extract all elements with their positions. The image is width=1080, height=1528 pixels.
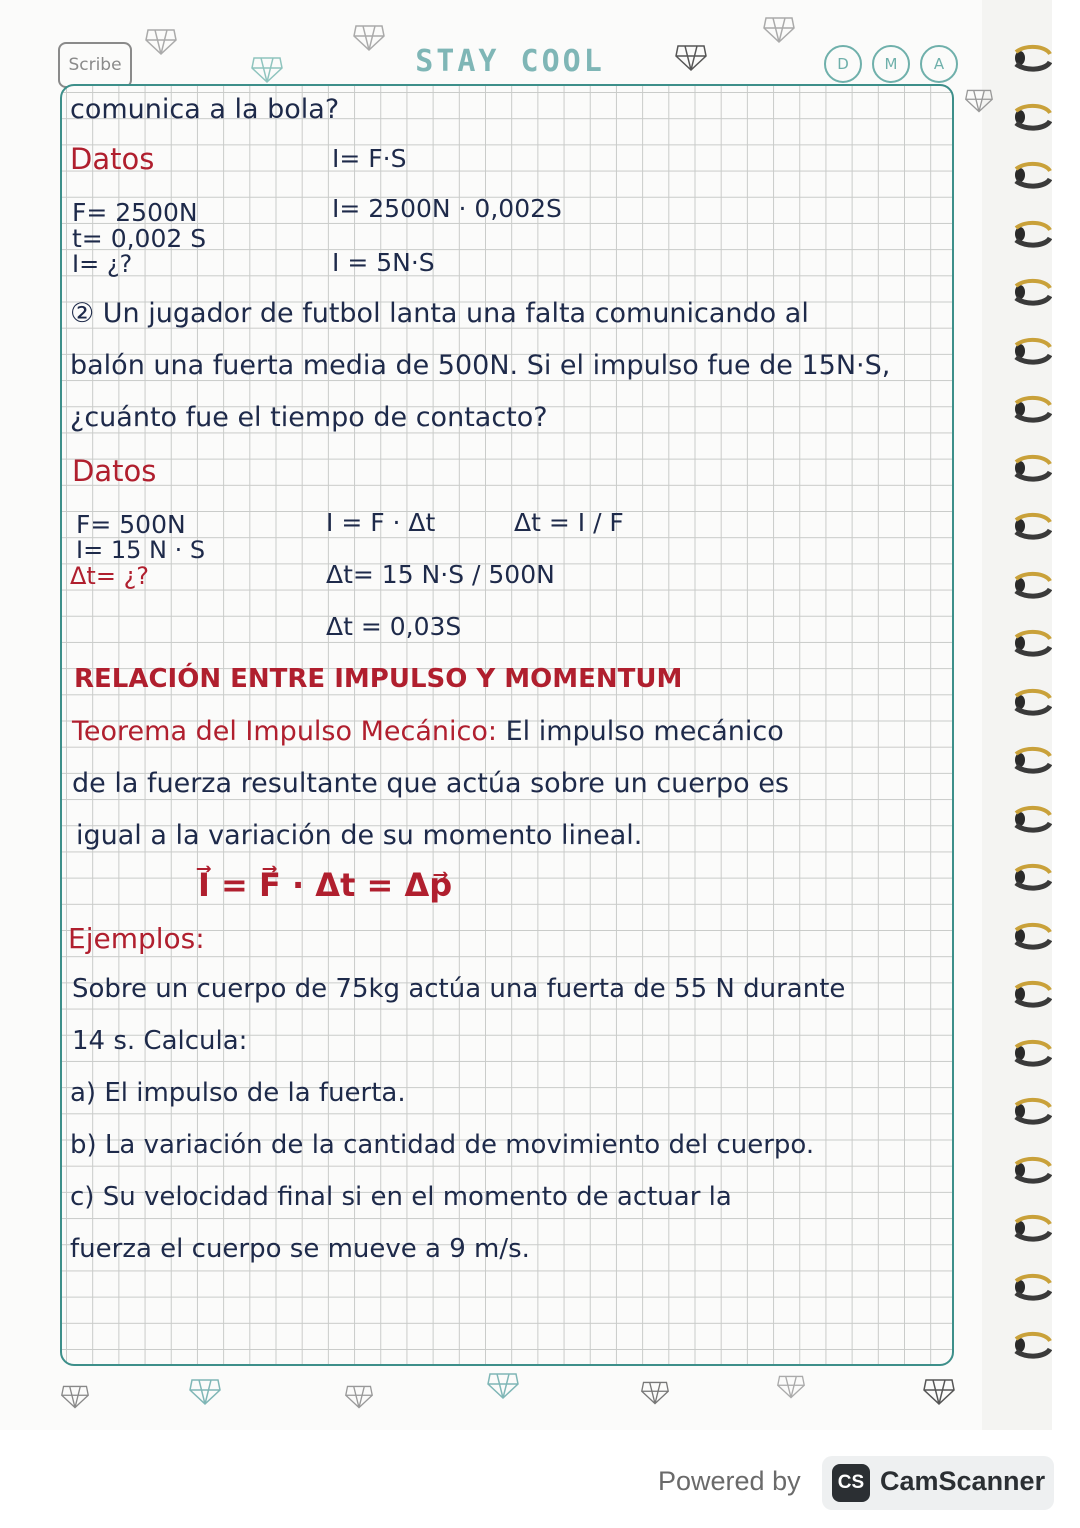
- binding-ring: [1012, 805, 1052, 835]
- binding-ring: [1012, 1039, 1052, 1069]
- diamond-icon: [486, 1372, 520, 1400]
- binding-ring: [1012, 1214, 1052, 1244]
- question-2-line-2: balón una fuerta media de 500N. Si el impulso fue de 15N·S,: [70, 350, 891, 381]
- theorem-title: Teorema del Impulso Mecánico:: [72, 716, 497, 747]
- diamond-icon: [188, 1378, 222, 1406]
- circle-m: M: [872, 45, 910, 83]
- circle-d: D: [824, 45, 862, 83]
- diamond-icon: [674, 44, 708, 72]
- diamond-icon: [144, 28, 178, 56]
- binding-ring: [1012, 746, 1052, 776]
- equation-1b: I= 2500N · 0,002S: [332, 194, 562, 223]
- example-line-2: 14 s. Calcula:: [72, 1026, 248, 1056]
- diamond-icon: [776, 1374, 806, 1400]
- binding-ring: [1012, 1273, 1052, 1303]
- section-title: RELACIÓN ENTRE IMPULSO Y MOMENTUM: [74, 664, 683, 694]
- diamond-icon: [922, 1378, 956, 1406]
- binding-ring: [1012, 688, 1052, 718]
- question-2-line-3: ¿cuánto fue el tiempo de contacto?: [70, 402, 548, 433]
- datos-heading-2: Datos: [72, 454, 157, 488]
- binding-ring: [1012, 863, 1052, 893]
- brand-logo: Scribe: [58, 42, 132, 88]
- data-impulse-2: I= 15 N · S: [76, 536, 206, 564]
- equation-2d: Δt = 0,03S: [326, 612, 462, 641]
- theorem-line-1: [72, 716, 784, 747]
- diamond-icon: [344, 1384, 374, 1410]
- binding-ring: [1012, 922, 1052, 952]
- binding-ring: [1012, 44, 1052, 74]
- ejemplos-heading: Ejemplos:: [68, 922, 205, 955]
- equation-2a: I = F · Δt: [326, 508, 436, 537]
- data-impulse-1: I= ¿?: [72, 250, 133, 278]
- theorem-line-2: de la fuerza resultante que actúa sobre un cuerpo es: [72, 768, 789, 799]
- binding-ring: [1012, 220, 1052, 250]
- data-force-2: F= 500N: [76, 510, 186, 539]
- data-time-1: t= 0,002 S: [72, 224, 207, 253]
- diamond-icon: [60, 1384, 90, 1410]
- binding-ring: [1012, 629, 1052, 659]
- example-item-b: b) La variación de la cantidad de movimiento del cuerpo.: [70, 1130, 815, 1160]
- equation-1c: I = 5N·S: [332, 248, 435, 277]
- question-1-tail: comunica a la bola?: [70, 94, 340, 125]
- theorem-text-1: El impulso mecánico: [496, 716, 784, 747]
- camscanner-logo-icon: CS: [832, 1464, 870, 1502]
- powered-by-text: Powered by: [658, 1466, 801, 1496]
- diamond-icon: [762, 16, 796, 44]
- binding-ring: [1012, 571, 1052, 601]
- question-2-line-1: ② Un jugador de futbol lanta una falta comunicando al: [70, 298, 809, 329]
- grid-notes-area: [60, 84, 954, 1366]
- page-header-title: STAY COOL: [415, 44, 605, 79]
- binding-ring: [1012, 1331, 1052, 1361]
- camscanner-name: CamScanner: [880, 1466, 1046, 1496]
- binding-ring: [1012, 1097, 1052, 1127]
- datos-heading-1: Datos: [70, 142, 155, 176]
- binding-ring: [1012, 454, 1052, 484]
- diamond-icon: [640, 1380, 670, 1406]
- circle-a: A: [920, 45, 958, 83]
- diamond-icon: [352, 24, 386, 52]
- binding-ring: [1012, 980, 1052, 1010]
- example-line-1: Sobre un cuerpo de 75kg actúa una fuerta de 55 N durante: [72, 974, 846, 1004]
- data-delta-t-2: Δt= ¿?: [70, 562, 150, 590]
- binding-ring: [1012, 161, 1052, 191]
- equation-1a: I= F·S: [332, 144, 407, 173]
- data-force-1: F= 2500N: [72, 198, 198, 227]
- example-item-c-2: fuerza el cuerpo se mueve a 9 m/s.: [70, 1234, 530, 1264]
- equation-2c: Δt= 15 N·S / 500N: [326, 560, 555, 589]
- binding-ring: [1012, 395, 1052, 425]
- binding-ring: [1012, 103, 1052, 133]
- binding-ring: [1012, 1156, 1052, 1186]
- example-item-a: a) El impulso de la fuerta.: [70, 1078, 406, 1108]
- diamond-icon: [250, 56, 284, 84]
- example-item-c-1: c) Su velocidad final si en el momento de actuar la: [70, 1182, 732, 1212]
- equation-2b: Δt = I / F: [514, 508, 624, 537]
- theorem-formula: I⃗ = F⃗ · Δt = Δp⃗: [198, 866, 453, 904]
- theorem-line-3: igual a la variación de su momento lineal.: [76, 820, 643, 851]
- diamond-icon: [964, 88, 994, 114]
- binding-ring: [1012, 337, 1052, 367]
- binding-ring: [1012, 278, 1052, 308]
- binding-ring: [1012, 512, 1052, 542]
